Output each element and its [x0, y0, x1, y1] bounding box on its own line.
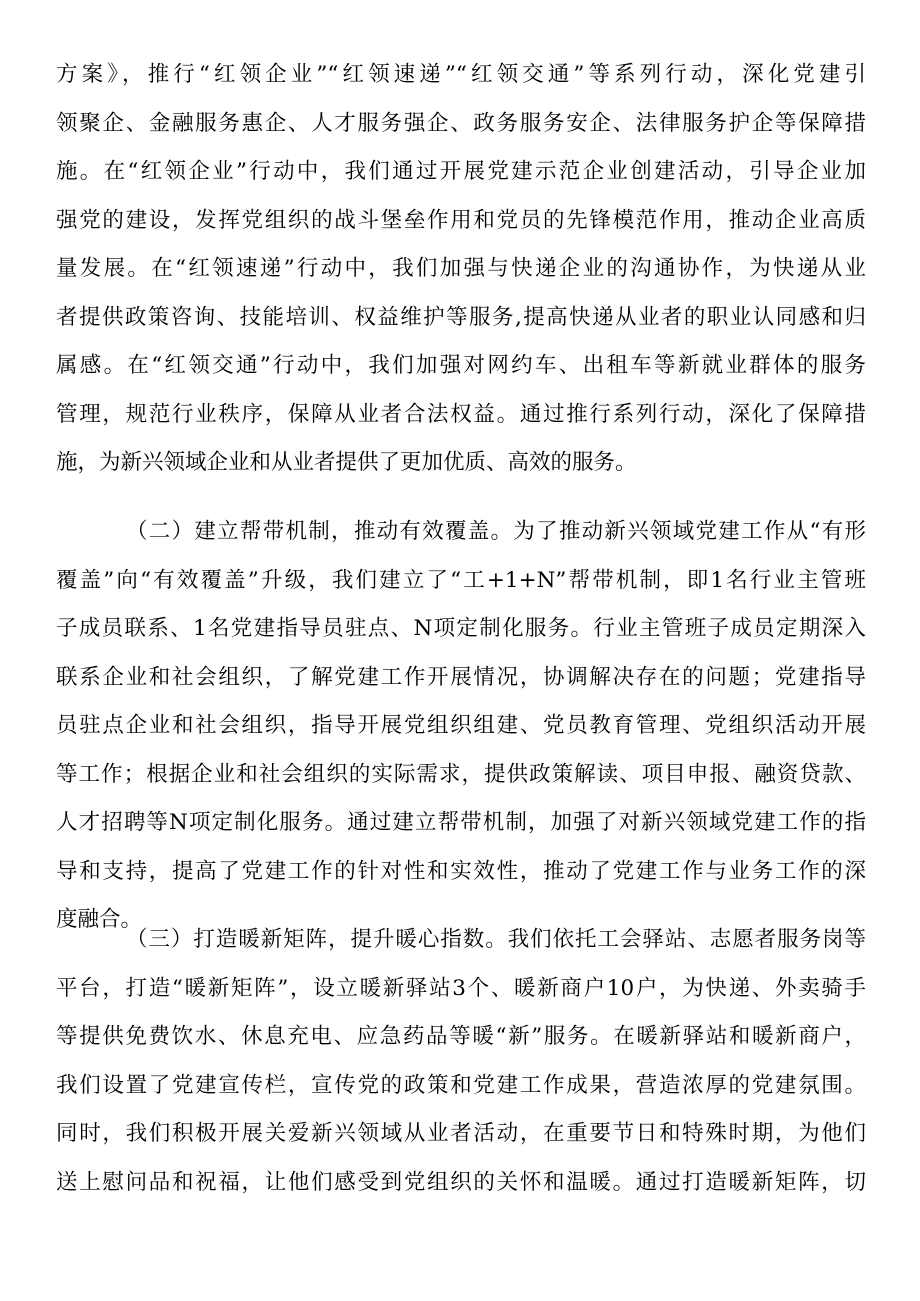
text-line: 我们设置了党建宣传栏，宣传党的政策和党建工作成果，营造浓厚的党建氛围。: [56, 1072, 866, 1098]
section-heading-line: （二）建立帮带机制，推动有效覆盖。为了推动新兴领域党建工作从“有形: [126, 519, 866, 544]
text-line: 者提供政策咨询、技能培训、权益维护等服务,提高快递从业者的职业认同感和归: [56, 304, 866, 330]
text-line: 管理，规范行业秩序，保障从业者合法权益。通过推行系列行动，深化了保障措: [56, 401, 866, 427]
text-line: 等提供免费饮水、休息充电、应急药品等暖“新”服务。在暖新驿站和暖新商户，: [56, 1024, 866, 1049]
text-line: 强党的建设，发挥党组织的战斗堡垒作用和党员的先锋模范作用，推动企业高质: [56, 207, 866, 233]
text-line: 覆盖”向“有效覆盖”升级，我们建立了“工+1+N”帮带机制，即1名行业主管班: [56, 567, 866, 593]
text-line: 平台，打造“暖新矩阵”，设立暖新驿站3个、暖新商户10户，为快递、外卖骑手: [56, 975, 866, 1001]
section-heading-line: （三）打造暖新矩阵，提升暖心指数。我们依托工会驿站、志愿者服务岗等: [126, 927, 866, 952]
paragraph-red-collar-actions: [56, 51, 866, 488]
text-line: 属感。在“红领交通”行动中，我们加强对网约车、出租车等新就业群体的服务: [56, 353, 866, 378]
text-line: 员驻点企业和社会组织，指导开展党组织组建、党员教育管理、党组织活动开展: [56, 713, 866, 738]
paragraph-mentoring-mechanism: [56, 508, 866, 945]
text-line: 等工作；根据企业和社会组织的实际需求，提供政策解读、项目申报、融资贷款、: [56, 761, 866, 787]
text-line: 度融合。: [56, 907, 143, 932]
text-line: 子成员联系、1名党建指导员驻点、N项定制化服务。行业主管班子成员定期深入: [56, 616, 866, 641]
text-line: 导和支持，提高了党建工作的针对性和实效性，推动了党建工作与业务工作的深: [56, 858, 866, 884]
text-line: 人才招聘等N项定制化服务。通过建立帮带机制，加强了对新兴领域党建工作的指: [56, 810, 866, 835]
text-line: 方案》，推行“红领企业”“红领速递”“红领交通”等系列行动，深化党建引: [56, 62, 866, 87]
text-line: 施。在“红领企业”行动中，我们通过开展党建示范企业创建活动，引导企业加: [56, 159, 866, 184]
text-line: 量发展。在“红领速递”行动中，我们加强与快递企业的沟通协作，为快递从业: [56, 256, 866, 281]
text-line: 联系企业和社会组织，了解党建工作开展情况，协调解决存在的问题；党建指导: [56, 664, 866, 690]
text-line: 施，为新兴领域企业和从业者提供了更加优质、高效的服务。: [56, 450, 637, 475]
text-line: 同时，我们积极开展关爱新兴领域从业者活动，在重要节日和特殊时期，为他们: [56, 1121, 866, 1146]
text-line: 送上慰问品和祝福，让他们感受到党组织的关怀和温暖。通过打造暖新矩阵，切: [56, 1169, 866, 1195]
text-line: 领聚企、金融服务惠企、人才服务强企、政务服务安企、法律服务护企等保障措: [56, 110, 866, 136]
document-page: [56, 0, 866, 1301]
paragraph-warm-matrix: [56, 916, 866, 1207]
